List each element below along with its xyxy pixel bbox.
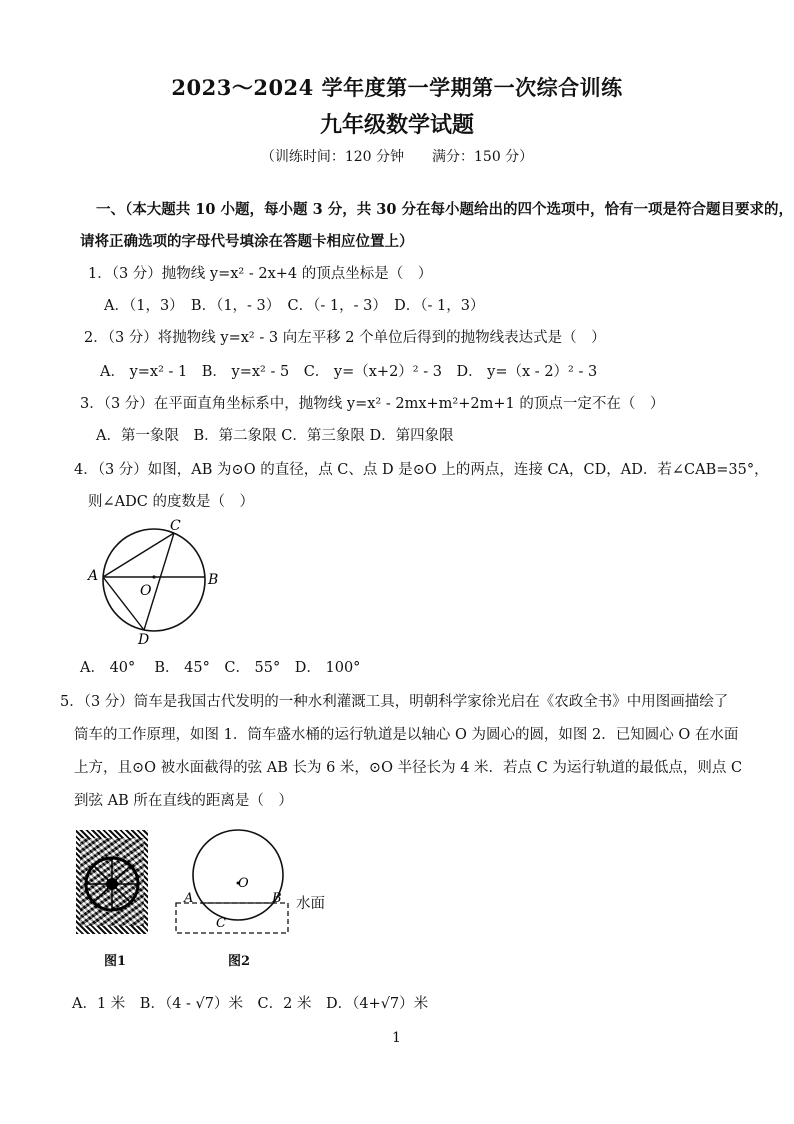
figure2-caption: 图2 <box>228 954 251 969</box>
segment-ca <box>103 533 174 577</box>
page-number: 1 <box>392 1030 401 1046</box>
label-b: B <box>208 572 219 588</box>
label-o: O <box>140 583 152 599</box>
q1-options: A．（1，3） B．（1，- 3） C．（- 1，- 3） D．（- 1，3） <box>104 298 485 314</box>
q2-stem: 2．（3 分）将抛物线 y=x² - 3 向左平移 2 个单位后得到的抛物线表达式是（ ） <box>84 330 606 346</box>
q4-stem-line2: 则∠ADC 的度数是（ ） <box>88 494 254 510</box>
water-surface-label: 水面 <box>296 896 325 912</box>
segment-cd <box>144 533 174 630</box>
label-c: C <box>170 518 181 534</box>
q3-options: A．第一象限 B．第二象限 C．第三象限 D．第四象限 <box>96 428 454 444</box>
exam-title: 2023～2024 学年度第一学期第一次综合训练 <box>171 75 623 100</box>
q4-stem-line1: 4．（3 分）如图，AB 为⊙O 的直径，点 C、点 D 是⊙O 上的两点，连接 CA，CD，AD．若∠CAB=35°， <box>74 462 769 478</box>
q5-stem-line3: 上方，且⊙O 被水面截得的弦 AB 长为 6 米，⊙O 半径长为 4 米．若点 C 为运行轨道的最低点，则点 C <box>74 760 743 776</box>
q5-waterwheel-diagram <box>168 826 328 944</box>
q5-stem-line2: 筒车的工作原理，如图 1．筒车盛水桶的运行轨道是以轴心 O 为圆心的圆，如图 2．已知圆心 O 在水面 <box>74 727 739 743</box>
q5-options: A．1 米 B．（4 - √7）米 C．2 米 D．（4+√7）米 <box>72 996 429 1012</box>
q3-stem: 3．（3 分）在平面直角坐标系中，抛物线 y=x² - 2mx+m²+2m+1 的顶点一定不在（ ） <box>80 396 665 412</box>
label-d: D <box>138 632 150 648</box>
label-o: O <box>238 876 249 891</box>
label-a: A <box>184 891 194 906</box>
water-area <box>176 903 288 933</box>
q4-options: A． 40° B． 45° C． 55° D． 100° <box>80 660 361 676</box>
waterwheel-wheel-icon <box>80 846 144 922</box>
label-a: A <box>88 568 99 584</box>
exam-subtitle: 九年级数学试题 <box>319 112 474 138</box>
exam-info: （训练时间：120 分钟 满分：150 分） <box>260 149 534 165</box>
q4-circle-figure <box>84 518 224 650</box>
q1-stem: 1．（3 分）抛物线 y=x² - 2x+4 的顶点坐标是（ ） <box>88 266 433 282</box>
center-point <box>152 575 155 578</box>
track-circle <box>193 830 283 920</box>
figure1-caption: 图1 <box>104 954 127 969</box>
label-b: B <box>272 891 282 906</box>
q2-options: A． y=x² - 1 B． y=x² - 5 C． y=（x+2）² - 3 D． y=（x - 2）² - 3 <box>100 364 598 380</box>
circle-o <box>103 529 205 631</box>
label-c: C <box>216 916 226 931</box>
section-instruction-line1: 一、（本大题共 10 小题，每小题 3 分，共 30 分在每小题给出的四个选项中，恰有一项是符合题目要求的， <box>96 201 793 218</box>
section-instruction-line2: 请将正确选项的字母代号填涂在答题卡相应位置上） <box>80 233 414 250</box>
q5-stem-line1: 5．（3 分）筒车是我国古代发明的一种水利灌溉工具，明朝科学家徐光启在《农政全书》中用图画描绘了 <box>60 694 729 710</box>
q5-stem-line4: 到弦 AB 所在直线的距离是（ ） <box>74 793 293 809</box>
